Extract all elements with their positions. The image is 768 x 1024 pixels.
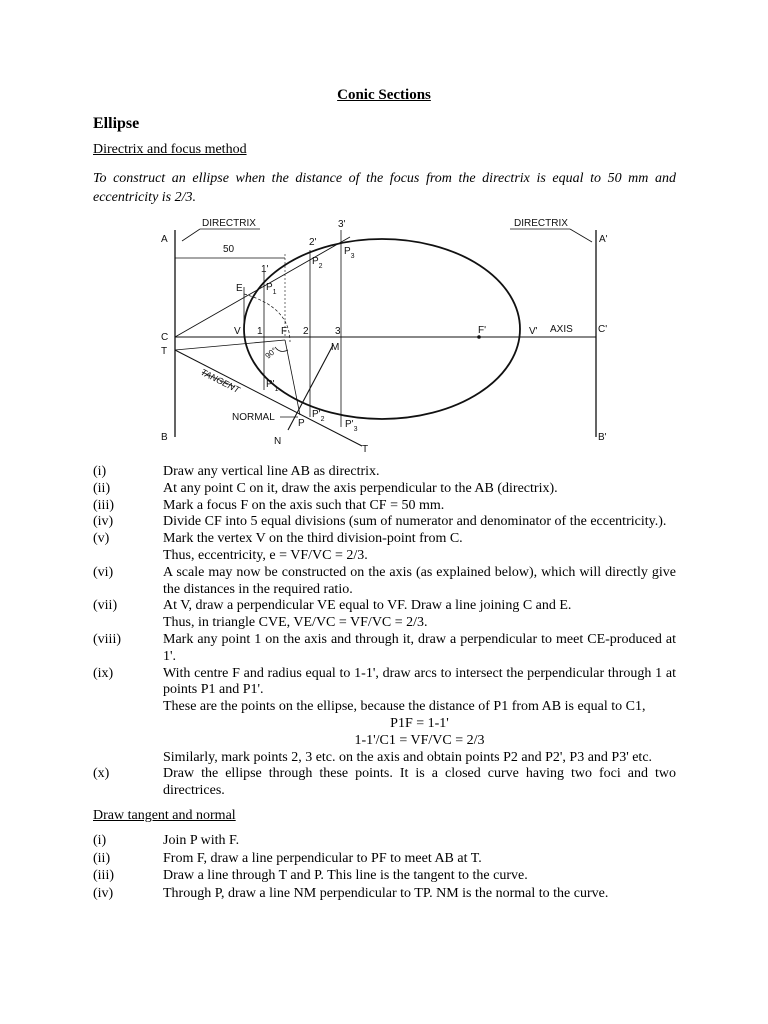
subheading-tangent-normal: Draw tangent and normal [93, 808, 236, 823]
list-item: (v) Mark the vertex V on the third division-point from C. [93, 531, 463, 547]
label-axis: AXIS [550, 324, 573, 335]
tangent-line [175, 350, 362, 446]
list-item: (iii) Draw a line through T and P. This line is the tangent to the curve. [93, 868, 528, 883]
label-F-prime: F' [478, 325, 487, 336]
intro-paragraph: To construct an ellipse when the distance of the focus from the directrix is equal to 50 mm and eccentricity is 2/3. [93, 171, 676, 205]
list-item: (ix) With centre F and radius equal to 1-1', draw arcs to intersect the perpendicular through 1 at points P1 and P1'. [93, 665, 676, 698]
list-item: (iv) Divide CF into 5 equal divisions (sum of numerator and denominator of the eccentricity.). [93, 514, 667, 530]
label-P3: $P_3$ [344, 246, 355, 260]
label-P1-prime: $P'_1$ [266, 379, 279, 393]
list-item: (viii) Mark any point 1 on the axis and through it, draw a perpendicular to meet CE-produced at 1'. [93, 631, 676, 664]
label-3: 3 [335, 326, 341, 337]
list-item: These are the points on the ellipse, because the distance of P1 from AB is equal to C1, [163, 699, 646, 715]
list-item: Thus, in triangle CVE, VE/VC = VF/VC = 2/3. [163, 615, 428, 631]
tangent-normal-steps [93, 832, 676, 902]
label-angle: 90° [263, 345, 279, 361]
label-tangent: TANGENT [199, 366, 242, 396]
list-item: (iv) Through P, draw a line NM perpendicular to TP. NM is the normal to the curve. [93, 885, 609, 901]
list-item: (i) Join P with F. [93, 833, 240, 848]
label-A-prime: A' [599, 234, 608, 245]
list-item: (ii) From F, draw a line perpendicular to PF to meet AB at T. [93, 850, 482, 866]
ce-line [175, 237, 350, 337]
label-2-prime: 2' [309, 237, 317, 248]
label-1-prime: 1' [261, 264, 269, 275]
section-heading-ellipse: Ellipse [93, 115, 140, 132]
label-V: V [234, 326, 241, 337]
list-item: Thus, eccentricity, e = VF/VC = 2/3. [163, 547, 368, 563]
label-P-main: P [298, 418, 305, 429]
subheading-directrix-focus: Directrix and focus method [93, 142, 247, 157]
label-directrix-right: DIRECTRIX [514, 218, 568, 229]
list-item: (vii) At V, draw a perpendicular VE equal to VF. Draw a line joining C and E. [93, 598, 572, 614]
list-item: (vi) A scale may now be constructed on the axis (as explained below), which will directly give the distances in the required ratio. [93, 564, 676, 597]
list-item: P1F = 1-1' [390, 715, 449, 731]
label-directrix-left: DIRECTRIX [202, 218, 256, 229]
label-C-prime: C' [598, 324, 608, 335]
construction-steps [93, 464, 676, 800]
list-item: (ii) At any point C on it, draw the axis perpendicular to the AB (directrix). [93, 480, 558, 496]
label-1: 1 [257, 326, 263, 337]
label-P2-prime: $P'_2$ [312, 409, 325, 423]
label-F: F [281, 326, 288, 337]
label-3-prime: 3' [338, 219, 346, 230]
label-B: B [161, 432, 168, 443]
label-A: A [161, 234, 168, 245]
label-P1: $P_1$ [266, 282, 277, 296]
label-V-prime: V' [529, 326, 538, 337]
list-item: (iii) Mark a focus F on the axis such that CF = 50 mm. [93, 497, 445, 513]
label-E: E [236, 283, 243, 294]
label-P2: $P_2$ [312, 256, 323, 270]
label-N: N [274, 436, 282, 447]
label-C: C [161, 332, 169, 343]
label-B-prime: B' [598, 432, 607, 443]
list-item: 1-1'/C1 = VF/VC = 2/3 [354, 732, 485, 748]
ellipse-construction-figure [150, 212, 620, 457]
ellipse-diagram [150, 212, 620, 457]
page-title: Conic Sections [337, 87, 431, 103]
label-normal: NORMAL [232, 412, 275, 423]
label-T-left: T [161, 346, 168, 357]
list-item: (x) Draw the ellipse through these points. It is a closed curve having two foci and two directrices. [93, 766, 676, 799]
label-50: 50 [223, 244, 235, 255]
label-P3-prime: $P'_3$ [345, 419, 358, 433]
label-2: 2 [303, 326, 309, 337]
label-M: M [331, 342, 340, 353]
list-item: Similarly, mark points 2, 3 etc. on the axis and obtain points P2 and P2', P3 and P3' etc. [163, 749, 653, 765]
list-item: (i) Draw any vertical line AB as directrix. [93, 464, 380, 479]
label-T-bottom: T [362, 444, 369, 455]
